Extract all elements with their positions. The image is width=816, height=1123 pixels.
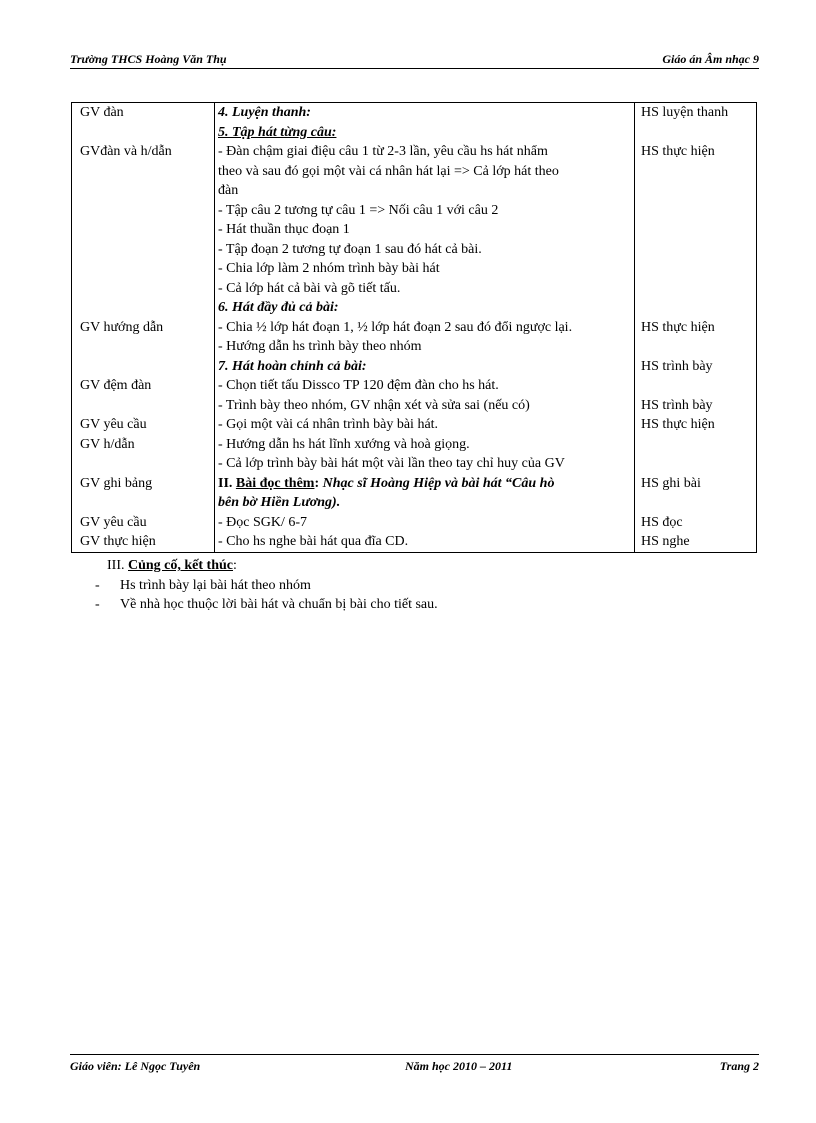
content-cell: - Đọc SGK/ 6-7: [215, 513, 635, 533]
table-row: [72, 298, 757, 318]
content-cell: 5. Tập hát từng câu: - Đàn chậm giai điệu câu 1 từ 2-3 lần, yêu cầu hs hát nhẩm theo và sau đó gọi một vài cá nhân hát lại => Cả lớp hát theo đàn - Tập câu 2 tương tự câu 1 => Nối câu 1 với câu 2 - Hát thuần thục đoạn 1 - Tập đoạn 2 tương tự đoạn 1 sau đó hát cả bài. - Chia lớp làm 2 nhóm trình bày bài hát - Cả lớp hát cả bài và gõ tiết tấu.: [215, 123, 635, 299]
content-cell: [215, 298, 635, 318]
page-number: Trang 2: [719, 1059, 759, 1073]
table-row: [72, 532, 757, 552]
page-footer: [70, 1054, 759, 1074]
teacher-activity-cell: GV hướng dẫn: [72, 318, 215, 357]
table-row: [72, 123, 757, 299]
student-activity-cell: HS trình bày HS trình bày: [635, 357, 757, 416]
school-year: Năm học 2010 – 2011: [405, 1059, 513, 1073]
table-row: [72, 357, 757, 416]
teacher-activity-cell: GV yêu cầu: [72, 415, 215, 435]
student-activity-cell: HS nghe: [635, 532, 757, 552]
student-activity-cell: HS luyện thanh: [635, 103, 757, 123]
table-row: [72, 513, 757, 533]
content-cell: - Chia ½ lớp hát đoạn 1, ½ lớp hát đoạn 2 sau đó đổi ngược lại. - Hướng dẫn hs trình bày theo nhóm: [215, 318, 635, 357]
teacher-activity-cell: GV yêu cầu: [72, 513, 215, 533]
content-cell: - Hướng dẫn hs hát lĩnh xướng và hoà giọng. - Cả lớp trình bày bài hát một vài lần theo tay chỉ huy của GV: [215, 435, 635, 474]
content-cell: II. Bài đọc thêm: Nhạc sĩ Hoàng Hiệp và bài hát “Câu hò bên bờ Hiền Lương).: [215, 474, 635, 513]
teacher-activity-cell: GV đàn: [72, 103, 215, 123]
list-item: - Hs trình bày lại bài hát theo nhóm: [95, 577, 311, 593]
teacher-activity-cell: GV đệm đàn: [72, 357, 215, 416]
teacher-activity-cell: GV ghi bảng: [72, 474, 215, 513]
table-row: [72, 474, 757, 513]
table-row: [72, 318, 757, 357]
content-cell: - Cho hs nghe bài hát qua đĩa CD.: [215, 532, 635, 552]
section-heading: 5. Tập hát từng câu:: [218, 124, 337, 140]
school-name: Trường THCS Hoàng Văn Thụ: [70, 52, 227, 66]
teacher-name: Giáo viên: Lê Ngọc Tuyên: [70, 1059, 201, 1073]
student-activity-cell: HS thực hiện: [635, 415, 757, 435]
table-row: [72, 103, 757, 123]
table-row: [72, 435, 757, 474]
consolidation-section: III. Củng cố, kết thúc: - Hs trình bày lại bài hát theo nhóm - Về nhà học thuộc lời bài hát và chuẩn bị bài cho tiết sau.: [95, 556, 438, 615]
table-row: [72, 415, 757, 435]
student-activity-cell: HS đọc: [635, 513, 757, 533]
student-activity-cell: HS thực hiện: [635, 123, 757, 299]
section-heading: 7. Hát hoàn chỉnh cả bài:: [218, 358, 367, 374]
section-heading: 4. Luyện thanh:: [218, 105, 311, 120]
student-activity-cell: HS ghi bài: [635, 474, 757, 513]
teacher-activity-cell: GV h/dẫn: [72, 435, 215, 474]
page-header: [70, 52, 759, 69]
student-activity-cell: HS thực hiện: [635, 318, 757, 357]
content-cell: 7. Hát hoàn chỉnh cả bài: - Chọn tiết tấu Dissco TP 120 đệm đàn cho hs hát. - Trình bày theo nhóm, GV nhận xét và sửa sai (nếu có): [215, 357, 635, 416]
content-cell: - Gọi một vài cá nhân trình bày bài hát.: [215, 415, 635, 435]
teacher-activity-cell: GVđàn và h/dẫn: [72, 123, 215, 299]
subject-title: Giáo án Âm nhạc 9: [662, 52, 759, 66]
section-heading: 6. Hát đầy đủ cả bài:: [218, 300, 339, 315]
lesson-table: [71, 102, 757, 553]
section-heading: Củng cố, kết thúc: [128, 558, 234, 573]
section-heading: Bài đọc thêm: [235, 475, 315, 491]
list-item: - Về nhà học thuộc lời bài hát và chuẩn bị bài cho tiết sau.: [95, 597, 438, 612]
section-number: III.: [107, 558, 128, 573]
content-cell: [215, 103, 635, 123]
teacher-activity-cell: GV thực hiện: [72, 532, 215, 552]
